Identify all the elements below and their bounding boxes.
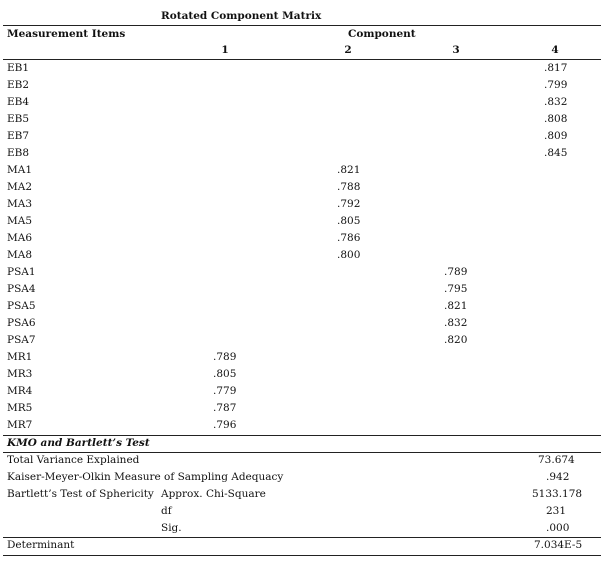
loading-value: .817 [544, 62, 568, 74]
row-item-label: MR5 [7, 402, 33, 414]
row-item-label: PSA6 [7, 317, 36, 329]
row-item-label: EB5 [7, 113, 30, 125]
loading-value: .809 [544, 130, 568, 142]
loading-value: .820 [444, 334, 468, 346]
row-item-label: MA2 [7, 181, 33, 193]
chi-square-value: 5133.178 [532, 488, 583, 500]
loading-value: .805 [337, 215, 361, 227]
row-item-label: MA5 [7, 215, 33, 227]
row-item-label: MR7 [7, 419, 33, 431]
rule-header [3, 59, 601, 60]
row-item-label: EB1 [7, 62, 30, 74]
rule-determinant [3, 537, 601, 538]
rule-bottom [3, 555, 601, 556]
kmo-value: .942 [546, 471, 570, 483]
table-title: Rotated Component Matrix [161, 10, 322, 22]
row-item-label: MA6 [7, 232, 33, 244]
loading-value: .805 [213, 368, 237, 380]
row-item-label: MR4 [7, 385, 33, 397]
row-item-label: MR1 [7, 351, 33, 363]
chi-square-label: Approx. Chi-Square [161, 488, 266, 500]
row-item-label: EB4 [7, 96, 30, 108]
row-item-label: EB8 [7, 147, 30, 159]
sig-label: Sig. [161, 522, 182, 534]
loading-value: .800 [337, 249, 361, 261]
row-item-label: PSA5 [7, 300, 36, 312]
loading-value: .792 [337, 198, 361, 210]
loading-value: .788 [337, 181, 361, 193]
row-item-label: MR3 [7, 368, 33, 380]
row-item-label: EB2 [7, 79, 30, 91]
loading-value: .832 [444, 317, 468, 329]
kmo-label: Kaiser-Meyer-Olkin Measure of Sampling Adequacy [7, 471, 284, 483]
col-header-2: 2 [344, 44, 352, 56]
col-header-3: 3 [452, 44, 460, 56]
row-item-label: EB7 [7, 130, 30, 142]
row-item-label: MA3 [7, 198, 33, 210]
row-item-label: PSA7 [7, 334, 36, 346]
loading-value: .808 [544, 113, 568, 125]
loading-value: .796 [213, 419, 237, 431]
loading-value: .786 [337, 232, 361, 244]
row-item-label: PSA4 [7, 283, 36, 295]
sig-value: .000 [546, 522, 570, 534]
determinant-value: 7.034E-5 [534, 539, 583, 551]
loading-value: .779 [213, 385, 237, 397]
loading-value: .787 [213, 402, 237, 414]
loading-value: .789 [213, 351, 237, 363]
col-header-1: 1 [221, 44, 229, 56]
determinant-label: Determinant [7, 539, 75, 551]
measurement-items-header: Measurement Items [7, 28, 126, 40]
loading-value: .821 [337, 164, 361, 176]
loading-value: .789 [444, 266, 468, 278]
row-item-label: PSA1 [7, 266, 36, 278]
component-header: Component [348, 28, 416, 40]
row-item-label: MA8 [7, 249, 33, 261]
total-variance-label: Total Variance Explained [7, 454, 140, 466]
loading-value: .821 [444, 300, 468, 312]
col-header-4: 4 [551, 44, 559, 56]
kmo-heading: KMO and Bartlett’s Test [7, 437, 150, 449]
df-value: 231 [546, 505, 567, 517]
loading-value: .795 [444, 283, 468, 295]
bartlett-label: Bartlett’s Test of Sphericity [7, 488, 154, 500]
loading-value: .845 [544, 147, 568, 159]
loading-value: .799 [544, 79, 568, 91]
df-label: df [161, 505, 172, 517]
loading-value: .832 [544, 96, 568, 108]
total-variance-value: 73.674 [538, 454, 575, 466]
row-item-label: MA1 [7, 164, 33, 176]
